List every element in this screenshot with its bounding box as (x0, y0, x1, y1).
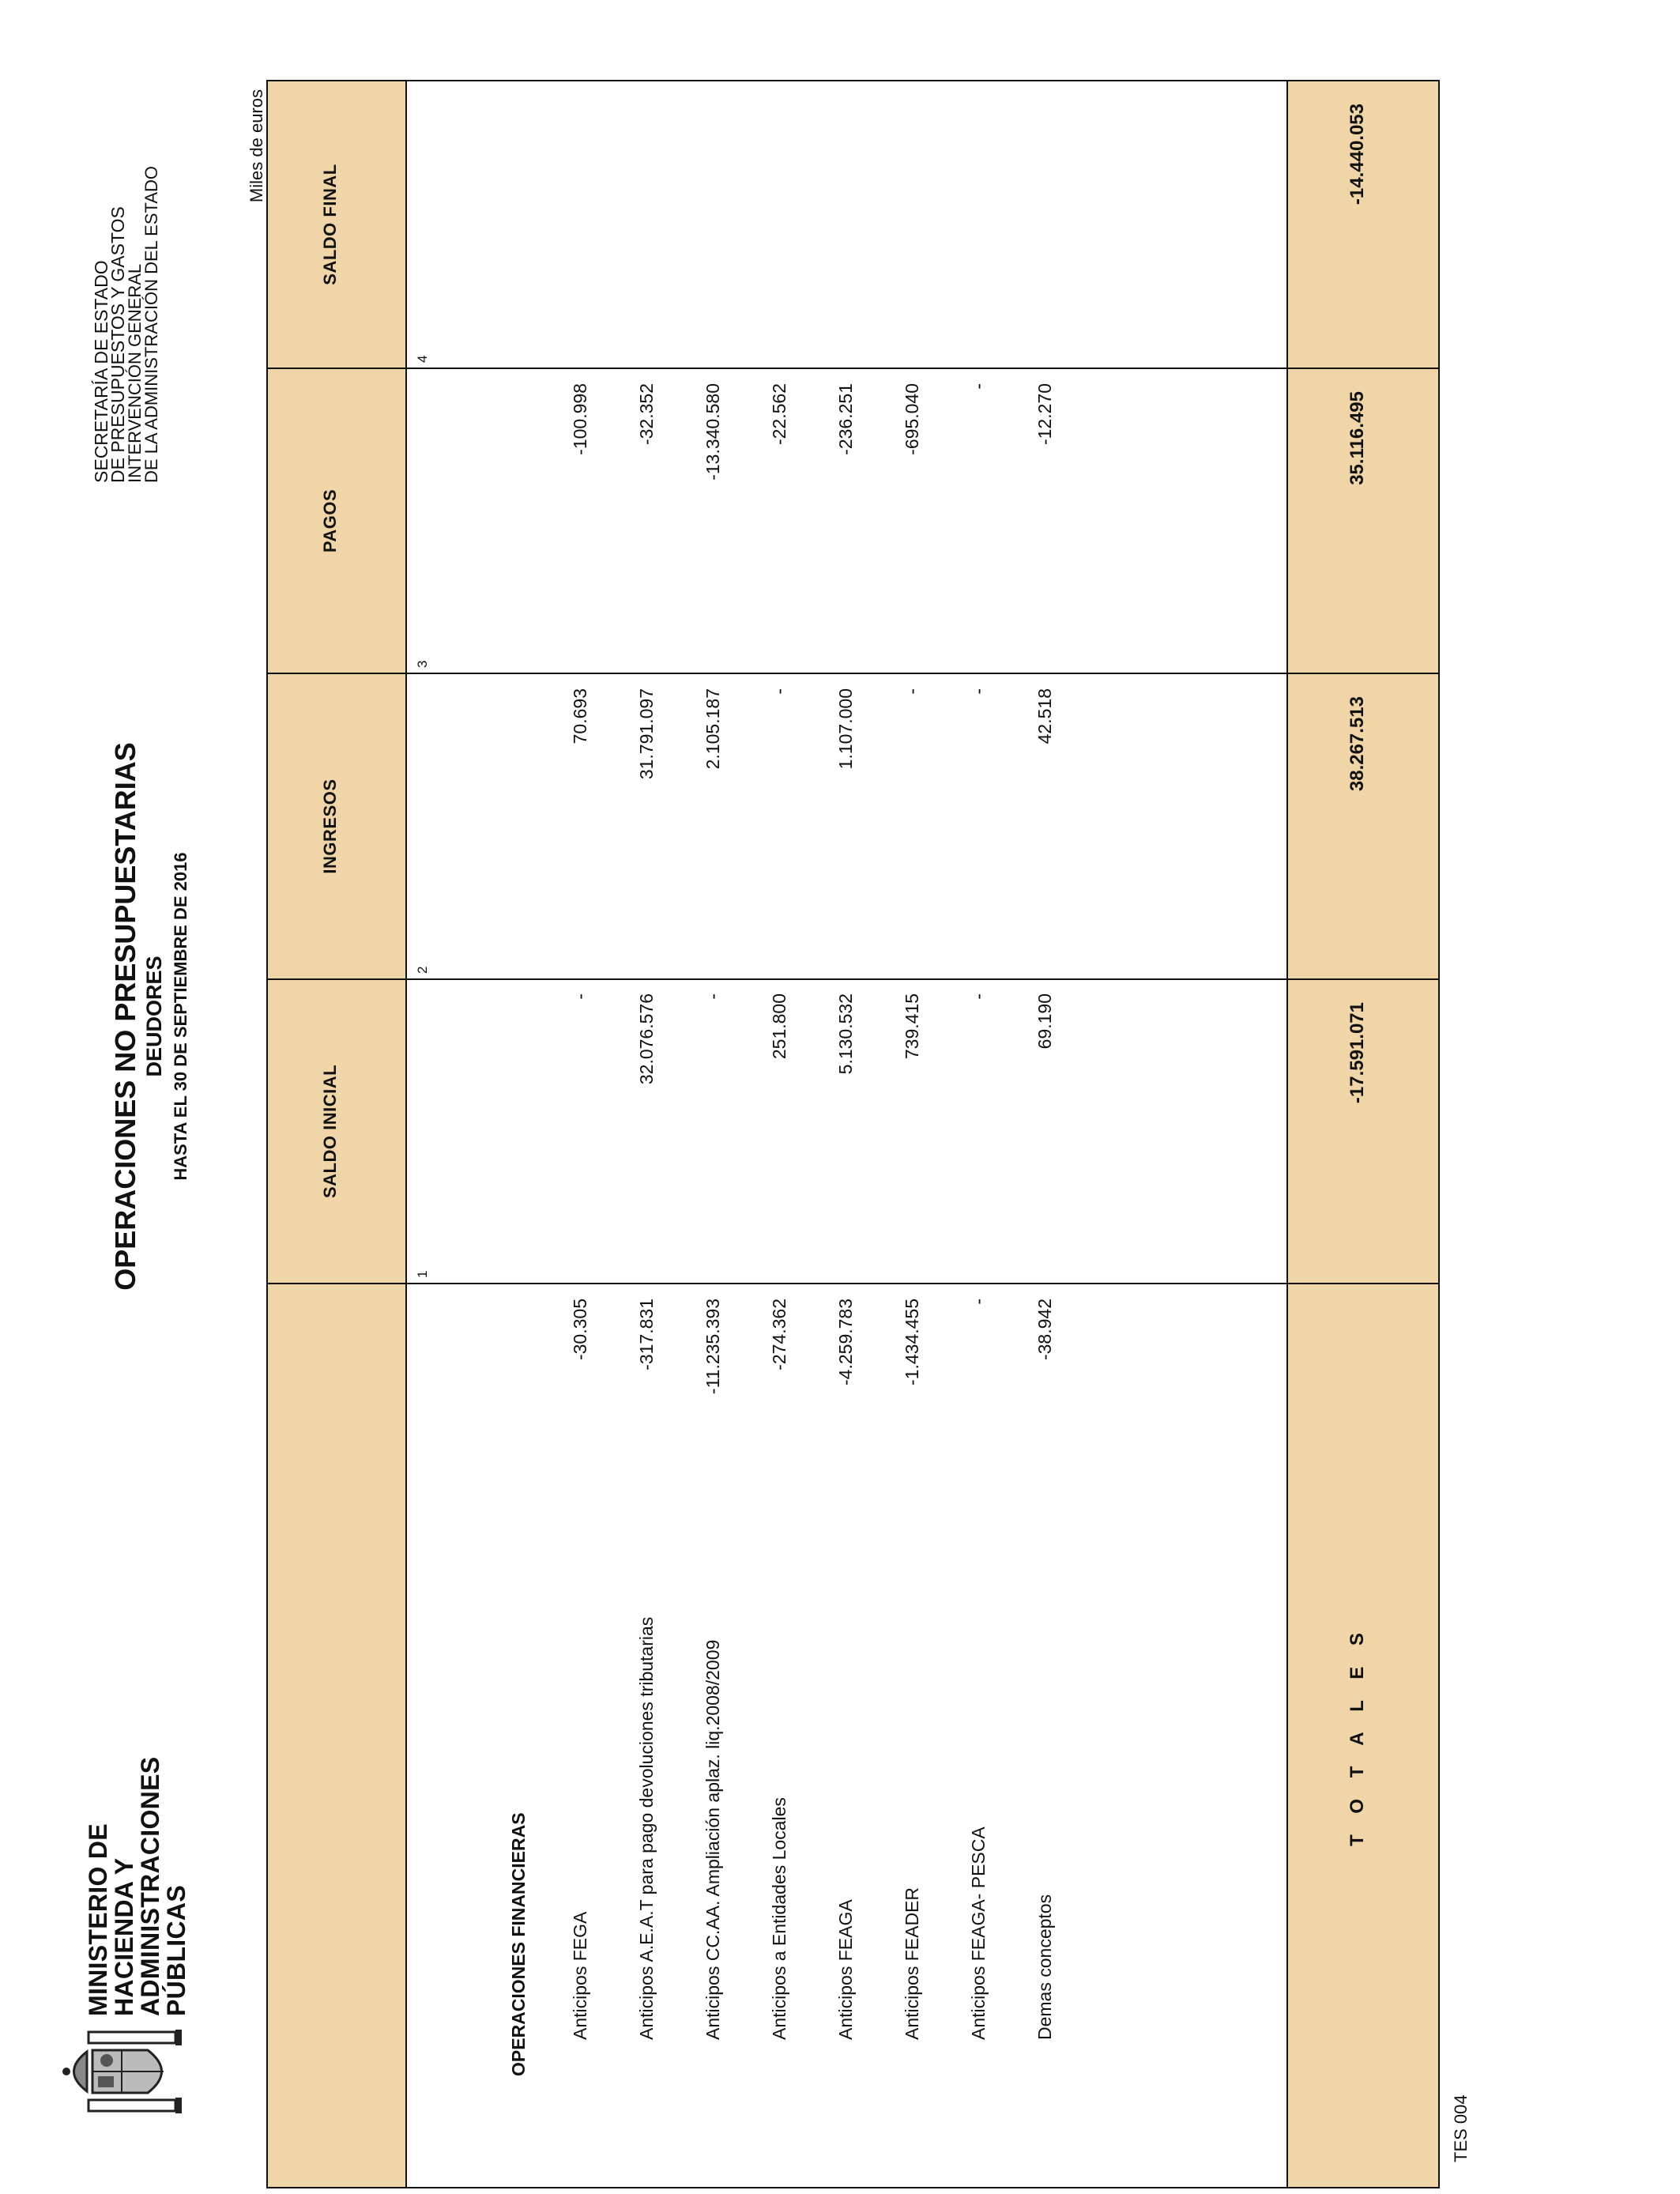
page-subtitle: DEUDORES (142, 956, 166, 1077)
document-code: TES 004 (1451, 2094, 1471, 2162)
cell-ingresos: 5.130.532 (835, 993, 856, 1075)
ministry-line: PÚBLICAS (162, 1885, 190, 2016)
row-label: Anticipos FEADER (902, 1887, 922, 2040)
cell-saldo-inicial: -317.831 (636, 1299, 657, 1370)
page-title: OPERACIONES NO PRESUPUESTARIAS (109, 742, 141, 1291)
cell-ingresos: - (703, 993, 723, 1000)
cell-saldo-inicial: -11.235.393 (703, 1299, 723, 1395)
column-number: 2 (415, 966, 430, 974)
header-cell-saldo-final (268, 81, 405, 368)
header-cell-ingresos (268, 673, 405, 978)
cell-saldo-final: - (968, 383, 989, 390)
cell-saldo-final: -236.251 (835, 383, 856, 455)
row-label: Anticipos a Entidades Locales (769, 1797, 789, 2040)
deudores-table (266, 80, 1440, 2188)
column-header: SALDO FINAL (320, 164, 340, 285)
cell-saldo-inicial: -4.259.783 (835, 1299, 856, 1385)
column-header: PAGOS (320, 488, 340, 553)
header-cell-saldo-inicial (268, 978, 405, 1283)
section-title: OPERACIONES FINANCIERAS (508, 1812, 529, 2076)
cell-saldo-final: -13.340.580 (703, 383, 723, 481)
total-value: -14.440.053 (1347, 104, 1368, 205)
ministry-line: HACIENDA Y (110, 1857, 138, 2016)
cell-saldo-inicial: -274.362 (769, 1299, 789, 1370)
totals-cell-ingresos (1288, 673, 1438, 978)
secretaria-block (93, 166, 160, 483)
cell-saldo-inicial: -30.305 (570, 1299, 590, 1361)
row-label: Anticipos A.E.A.T para pago devoluciones tributarias (636, 1616, 657, 2040)
secretaria-line: SECRETARÍA DE ESTADO (91, 260, 111, 483)
cell-saldo-inicial: -38.942 (1034, 1299, 1055, 1361)
coat-of-arms-icon (57, 2028, 191, 2115)
ministry-name (85, 1732, 190, 2016)
totals-label: T O T A L E S (1347, 1625, 1368, 1846)
cell-ingresos: 739.415 (902, 993, 922, 1060)
cell-ingresos: 32.076.576 (636, 993, 657, 1085)
column-number: 1 (415, 1270, 430, 1278)
cell-pagos: - (968, 688, 989, 695)
cell-ingresos: - (570, 993, 590, 1000)
row-label: Demas conceptos (1034, 1894, 1055, 2040)
header-rule (405, 81, 407, 2187)
period-label: HASTA EL 30 DE SEPTIEMBRE DE 2016 (171, 852, 190, 1181)
cell-pagos: 31.791.097 (636, 688, 657, 780)
cell-pagos: 2.105.187 (703, 688, 723, 770)
total-value: 38.267.513 (1347, 696, 1368, 792)
units-label: Miles de euros (247, 89, 266, 203)
totals-cell-saldo-final (1288, 81, 1438, 368)
cell-pagos: 42.518 (1034, 688, 1055, 745)
cell-pagos: 1.107.000 (835, 688, 856, 770)
row-label: Anticipos FEAGA- PESCA (968, 1826, 989, 2040)
header-cell-pagos (268, 368, 405, 673)
column-rule (405, 978, 1286, 980)
column-number: 3 (415, 660, 430, 668)
cell-saldo-final: -22.562 (769, 383, 789, 446)
cell-saldo-final: -32.352 (636, 383, 657, 446)
cell-saldo-inicial: - (968, 1299, 989, 1305)
total-value: 35.116.495 (1347, 391, 1368, 485)
ministry-line: MINISTERIO DE (84, 1823, 112, 2016)
row-label: Anticipos FEGA (570, 1911, 590, 2040)
totals-cell-saldo-inicial (1288, 978, 1438, 1283)
totals-cell-pagos (1288, 368, 1438, 673)
column-number: 4 (415, 355, 430, 363)
ministry-line: ADMINISTRACIONES (136, 1756, 164, 2016)
cell-saldo-final: -100.998 (570, 383, 590, 455)
intervencion-line: DE LA ADMINISTRACIÓN DEL ESTADO (141, 166, 161, 483)
cell-pagos: 70.693 (570, 688, 590, 745)
row-label: Anticipos CC.AA. Ampliación aplaz. liq.2008/2009 (703, 1639, 723, 2040)
cell-ingresos: - (968, 993, 989, 1000)
secretaria-line: DE PRESUPUESTOS Y GASTOS (107, 206, 128, 483)
cell-saldo-final: -695.040 (902, 383, 922, 455)
cell-saldo-inicial: -1.434.455 (902, 1299, 922, 1385)
column-rule (405, 368, 1286, 369)
intervencion-line: INTERVENCIÓN GENERAL (125, 263, 145, 483)
column-header: INGRESOS (320, 778, 340, 874)
column-rule (405, 673, 1286, 674)
header-cell-concept (268, 1283, 405, 2187)
cell-pagos: - (902, 688, 922, 695)
cell-pagos: - (769, 688, 789, 695)
cell-ingresos: 251.800 (769, 993, 789, 1060)
totals-label-cell (1288, 1283, 1438, 2187)
cell-saldo-final: -12.270 (1034, 383, 1055, 446)
column-rule (405, 1283, 1286, 1284)
column-header: SALDO INICIAL (320, 1064, 340, 1199)
cell-ingresos: 69.190 (1034, 993, 1055, 1050)
row-label: Anticipos FEAGA (835, 1899, 856, 2040)
total-value: -17.591.071 (1347, 1002, 1368, 1104)
